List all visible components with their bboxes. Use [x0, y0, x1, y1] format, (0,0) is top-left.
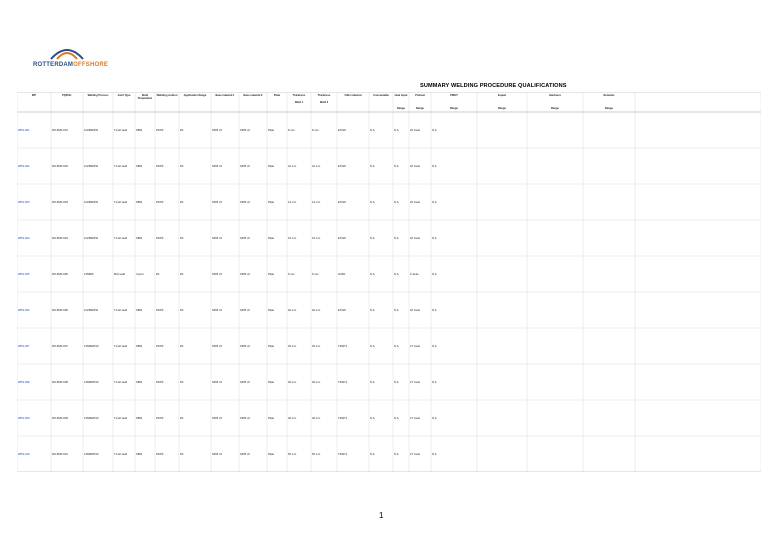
table-cell: 20 Joule	[410, 164, 421, 168]
table-cell: S355 J2	[212, 128, 222, 132]
column-subheader: Weld 1	[294, 101, 304, 104]
table-cell: PF/PF	[156, 308, 164, 312]
table-cell: G3Si1	[338, 272, 346, 276]
table-cell: S355 J2	[212, 200, 222, 204]
table-cell: PA	[180, 200, 184, 204]
table-cell: E7018	[338, 128, 346, 132]
wps-link[interactable]: WPS-006	[18, 308, 30, 312]
wpq-summary-table	[17, 92, 761, 472]
table-cell: 111/BW/FW	[84, 236, 99, 240]
table-cell: T-butt weld	[114, 308, 128, 312]
table-cell: 111/BW/FW	[84, 128, 99, 132]
table-cell: Plate	[268, 380, 275, 384]
table-cell: SBW	[136, 380, 143, 384]
column-header: Base material 1	[215, 94, 235, 97]
table-cell: 6 mm	[312, 272, 319, 276]
page-number: 1	[379, 511, 384, 520]
table-cell: E7018	[338, 308, 346, 312]
table-cell: 8 mm	[312, 128, 319, 132]
table-cell: N.A.	[370, 344, 376, 348]
table-cell: SBW	[136, 344, 143, 348]
column-header: Base material 2	[243, 94, 263, 97]
table-cell: SBW	[136, 308, 143, 312]
column-header: PQR Nr.	[62, 94, 72, 97]
table-cell: SBW	[136, 236, 143, 240]
column-header: Hardness	[549, 94, 561, 97]
table-cell: 111/BW/FW	[84, 308, 99, 312]
table-cell: 6 mm	[288, 272, 295, 276]
wps-link[interactable]: WPS-001	[18, 128, 30, 132]
table-cell: T-butt weld	[114, 452, 128, 456]
table-cell: S355 J2	[212, 416, 222, 420]
table-cell: E7018	[338, 164, 346, 168]
table-cell: T-butt weld	[114, 128, 128, 132]
table-cell: 40 mm	[312, 416, 321, 420]
table-cell: SBW	[136, 452, 143, 456]
table-cell: T492T1	[338, 416, 348, 420]
table-cell: RO-BVR-008	[52, 380, 68, 384]
table-cell: S355 J2	[212, 344, 222, 348]
table-cell: N.A.	[370, 380, 376, 384]
table-cell: Butt weld	[114, 272, 126, 276]
table-cell: PF/PF	[156, 452, 164, 456]
table-cell: S355 J2	[240, 308, 250, 312]
table-cell: S355 J2	[240, 452, 250, 456]
column-header: Filler material	[344, 94, 362, 97]
table-cell: 136/BW/FW	[84, 452, 99, 456]
table-cell: T492T1	[338, 452, 348, 456]
table-cell: T-butt weld	[114, 200, 128, 204]
column-header: Remarks	[603, 94, 615, 97]
table-cell: Plate	[268, 452, 275, 456]
table-cell: PF/PF	[156, 164, 164, 168]
logo-text: ROTTERDAMOFFSHORE	[33, 62, 109, 68]
logo-mark-icon	[49, 45, 85, 61]
column-header: WP	[31, 94, 37, 97]
table-cell: 20 Joule	[410, 236, 421, 240]
table-cell: 27 Joule	[410, 344, 421, 348]
range-label: Range	[605, 107, 613, 110]
table-cell: 12 mm	[312, 200, 321, 204]
table-cell: S355 J2	[212, 380, 222, 384]
table-cell: PA	[156, 272, 160, 276]
table-cell: N.A.	[394, 308, 400, 312]
table-cell: RO-BVR-002	[52, 164, 68, 168]
table-cell: Plate	[268, 236, 275, 240]
table-cell: N.A.	[370, 416, 376, 420]
column-header: Welding Process	[87, 94, 109, 97]
range-label: Range	[498, 107, 506, 110]
table-cell: 111/BW/FW	[84, 164, 99, 168]
table-cell: N.A.	[394, 272, 400, 276]
wps-link[interactable]: WPS-003	[18, 200, 30, 204]
table-cell: N.A.	[394, 164, 400, 168]
column-header: Weld Preparation	[137, 94, 153, 100]
table-cell: 12 mm	[288, 200, 297, 204]
table-cell: S355 J2	[240, 164, 250, 168]
table-cell: 30 mm	[288, 380, 297, 384]
table-cell: PF/PF	[156, 200, 164, 204]
table-cell: 10 mm	[312, 164, 321, 168]
table-cell: S355 J2	[240, 344, 250, 348]
table-cell: Plate	[268, 416, 275, 420]
table-cell: 8 mm	[288, 128, 295, 132]
table-cell: PA	[180, 344, 184, 348]
column-header: Preheat	[415, 94, 425, 97]
column-header: Heat Input	[394, 94, 408, 97]
table-cell: N.A.	[394, 236, 400, 240]
table-cell: T-butt weld	[114, 380, 128, 384]
table-cell: T-butt weld	[114, 236, 128, 240]
table-cell: PF/PF	[156, 416, 164, 420]
table-cell: PA	[180, 236, 184, 240]
document-title: SUMMARY WELDING PROCEDURE QUALIFICATIONS	[420, 83, 567, 89]
table-cell: N.A.	[432, 416, 438, 420]
column-header: PWHT	[450, 94, 458, 97]
table-cell: 15 mm	[312, 236, 321, 240]
table-cell: 27 Joule	[410, 380, 421, 384]
column-subheader: Weld 2	[319, 101, 329, 104]
table-cell: RO-BVR-004	[52, 236, 68, 240]
table-cell: PA	[180, 164, 184, 168]
table-cell: SBW	[136, 128, 143, 132]
table-cell: N.A.	[432, 380, 438, 384]
table-cell: 135/BW	[84, 272, 94, 276]
table-cell: 136/BW/FW	[84, 380, 99, 384]
table-cell: PA	[180, 380, 184, 384]
table-cell: 111/BW/FW	[84, 200, 99, 204]
table-cell: RO-BVR-001	[52, 128, 68, 132]
wps-link[interactable]: WPS-002	[18, 164, 30, 168]
table-cell: PA	[180, 128, 184, 132]
table-cell: RO-BVR-006	[52, 308, 68, 312]
table-cell: PF/PF	[156, 344, 164, 348]
table-cell: S355 J2	[212, 308, 222, 312]
column-header: Thickness	[317, 94, 331, 97]
column-header: Impact	[497, 94, 507, 97]
table-cell: 50 mm	[288, 452, 297, 456]
table-cell: N.A.	[394, 380, 400, 384]
table-cell: T492T1	[338, 344, 348, 348]
table-cell: N.A.	[432, 344, 438, 348]
table-cell: 40 mm	[288, 416, 297, 420]
table-cell: N.A.	[432, 272, 438, 276]
table-cell: N.A.	[370, 272, 376, 276]
table-cell: N.A.	[432, 164, 438, 168]
table-cell: 136/BW/FW	[84, 344, 99, 348]
wps-link[interactable]: WPS-005	[18, 272, 30, 276]
table-cell: SBW	[136, 200, 143, 204]
range-label: Range	[450, 107, 458, 110]
table-cell: N.A.	[394, 200, 400, 204]
table-cell: S355 J2	[212, 452, 222, 456]
column-header: Consumable	[373, 94, 389, 97]
table-cell: PF/PF	[156, 380, 164, 384]
table-cell: 15 mm	[288, 236, 297, 240]
table-cell: Plate	[268, 272, 275, 276]
table-cell: N.A.	[370, 164, 376, 168]
range-label: Range	[416, 107, 424, 110]
wps-link[interactable]: WPS-007	[18, 344, 30, 348]
table-cell: RO-BVR-010	[52, 452, 68, 456]
table-cell: PF/PF	[156, 128, 164, 132]
column-header: Plate	[273, 94, 281, 97]
table-cell: S355 J2	[212, 236, 222, 240]
table-cell: 27 Joule	[410, 416, 421, 420]
table-cell: PA	[180, 308, 184, 312]
table-cell: E7018	[338, 200, 346, 204]
wps-link[interactable]: WPS-009	[18, 416, 30, 420]
table-cell: 136/BW/FW	[84, 416, 99, 420]
table-cell: N.A.	[370, 236, 376, 240]
table-cell: N.A.	[432, 200, 438, 204]
table-cell: S355 J2	[212, 272, 222, 276]
table-cell: 30 mm	[312, 380, 321, 384]
table-cell: N.A.	[432, 452, 438, 456]
range-label: Range	[397, 107, 405, 110]
table-cell: RO-BVR-009	[52, 416, 68, 420]
table-cell: RO-BVR-005	[52, 272, 68, 276]
table-cell: PA	[180, 452, 184, 456]
table-cell: PA	[180, 416, 184, 420]
table-cell: S355 J2	[240, 416, 250, 420]
table-cell: S355 J2	[240, 380, 250, 384]
table-cell: N.A.	[432, 308, 438, 312]
table-cell: N.A.	[370, 308, 376, 312]
table-cell: Plate	[268, 200, 275, 204]
table-grid-lines	[17, 92, 761, 472]
table-cell: N.A.	[370, 200, 376, 204]
column-header: Welding position	[156, 94, 178, 97]
wps-link[interactable]: WPS-008	[18, 380, 30, 384]
table-cell: N.A.	[370, 452, 376, 456]
table-cell: S355 J2	[240, 128, 250, 132]
table-cell: 20 Joule	[410, 308, 421, 312]
table-cell: E7018	[338, 236, 346, 240]
table-cell: 50 mm	[312, 452, 321, 456]
table-cell: RO-BVR-003	[52, 200, 68, 204]
table-cell: Plate	[268, 308, 275, 312]
table-cell: N.A.	[432, 236, 438, 240]
table-cell: PA	[180, 272, 184, 276]
table-cell: 27 Joule	[410, 452, 421, 456]
table-cell: S355 J2	[240, 200, 250, 204]
table-cell: SBW	[136, 416, 143, 420]
table-cell: T492T1	[338, 380, 348, 384]
column-header: Joint Type	[117, 94, 131, 97]
table-cell: RO-BVR-007	[52, 344, 68, 348]
table-cell: N.A.	[370, 128, 376, 132]
range-label: Range	[551, 107, 559, 110]
table-cell: 20 Joule	[410, 128, 421, 132]
table-cell: T-butt weld	[114, 416, 128, 420]
wps-link[interactable]: WPS-004	[18, 236, 30, 240]
table-cell: Plate	[268, 164, 275, 168]
table-cell: S355 J2	[240, 272, 250, 276]
table-cell: 10 mm	[288, 164, 297, 168]
table-cell: T-butt weld	[114, 164, 128, 168]
column-header: Application Range	[183, 94, 207, 97]
table-cell: 20 Joule	[410, 200, 421, 204]
table-cell: 0 Joule	[410, 272, 419, 276]
table-cell: 25 mm	[312, 344, 321, 348]
table-cell: N.A.	[394, 344, 400, 348]
table-cell: Plate	[268, 344, 275, 348]
table-cell: 25 mm	[288, 344, 297, 348]
table-cell: V-joint	[136, 272, 144, 276]
table-cell: SBW	[136, 164, 143, 168]
table-cell: Plate	[268, 128, 275, 132]
table-cell: N.A.	[394, 128, 400, 132]
table-cell: T-butt weld	[114, 344, 128, 348]
table-cell: S355 J2	[240, 236, 250, 240]
table-cell: PF/PF	[156, 236, 164, 240]
table-cell: N.A.	[394, 452, 400, 456]
table-cell: N.A.	[432, 128, 438, 132]
wps-link[interactable]: WPS-010	[18, 452, 30, 456]
table-cell: 20 mm	[288, 308, 297, 312]
table-cell: S355 J2	[212, 164, 222, 168]
column-header: Thickness	[292, 94, 306, 97]
table-cell: 20 mm	[312, 308, 321, 312]
table-cell: N.A.	[394, 416, 400, 420]
company-logo	[33, 45, 109, 75]
